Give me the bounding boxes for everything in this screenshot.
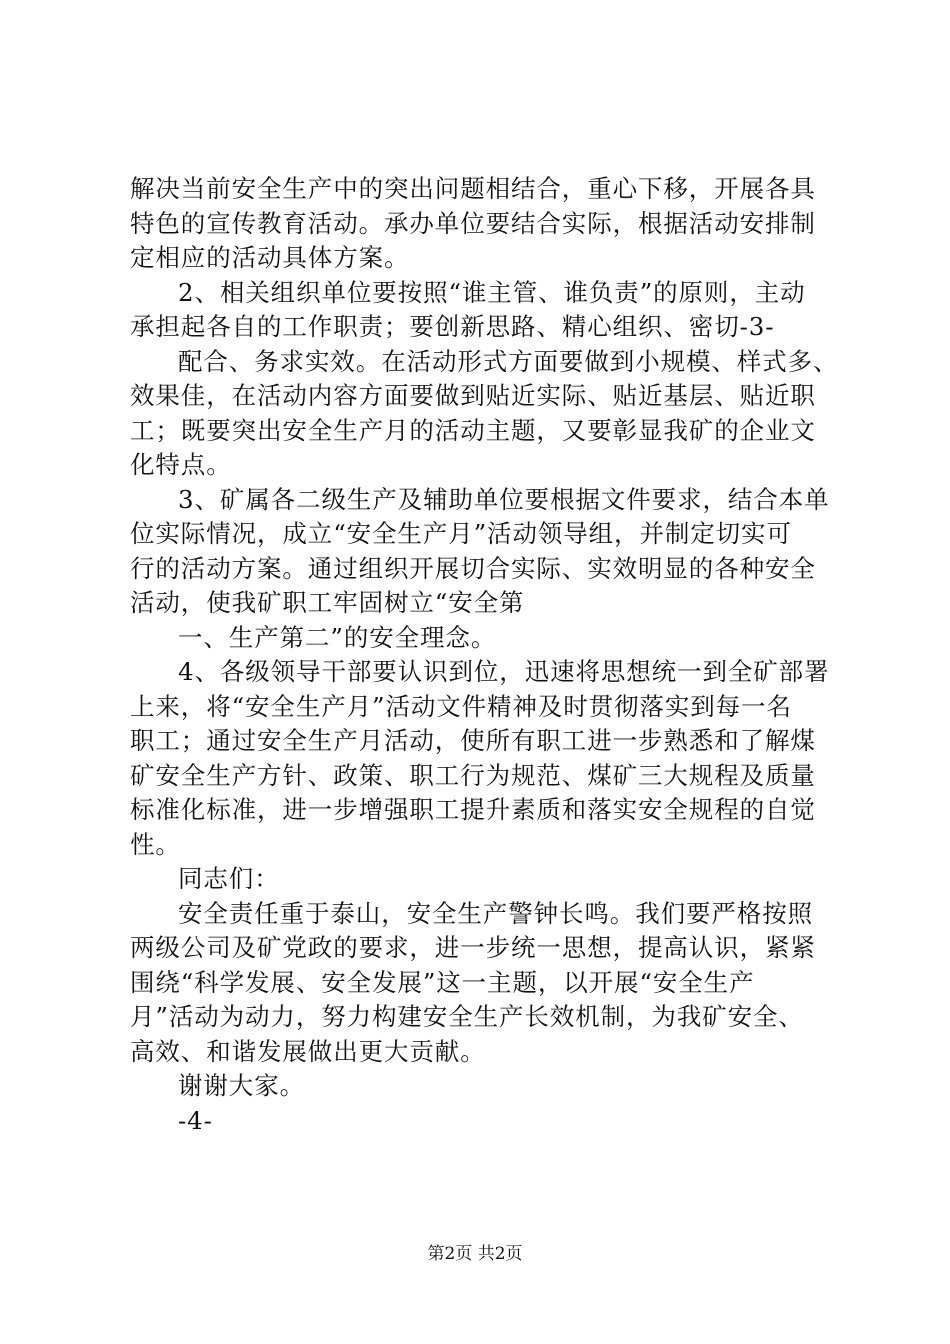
text-line: 4、各级领导干部要认识到位，迅速将思想统一到全矿部署 — [178, 657, 830, 686]
text-line: 配合、务求实效。在活动形式方面要做到小规模、样式多、 — [178, 346, 839, 376]
text-line: 特色的宣传教育活动。承办单位要结合实际，根据活动安排制 — [130, 208, 816, 238]
text-line: 效果佳，在活动内容方面要做到贴近实际、贴近基层、贴近职 — [130, 381, 816, 410]
text-line: 同志们： — [178, 864, 280, 893]
text-line: 上来，将“安全生产月”活动文件精神及时贯彻落实到每一名 — [130, 691, 792, 721]
text-line: 高效、和谐发展做出更大贡献。 — [130, 1036, 486, 1066]
text-line: 矿安全生产方针、政策、职工行为规范、煤矿三大规程及质量 — [130, 760, 816, 790]
text-line: 位实际情况，成立“安全生产月”活动领导组，并制定切实可 — [130, 519, 792, 548]
text-line: 标准化标准，进一步增强职工提升素质和落实安全规程的自觉 — [130, 795, 816, 824]
text-line: 活动，使我矿职工牢固树立“安全第 — [130, 588, 525, 617]
text-line: 月”活动为动力，努力构建安全生产长效机制，为我矿安全、 — [130, 1002, 804, 1031]
text-line: 谢谢大家。 — [178, 1071, 305, 1100]
text-line: 工；既要突出安全生产月的活动主题，又要彰显我矿的企业文 — [130, 415, 816, 445]
text-line: 一、生产第二”的安全理念。 — [178, 622, 497, 652]
text-line: 解决当前安全生产中的突出问题相结合，重心下移，开展各具 — [130, 174, 816, 203]
text-line: 承担起各自的工作职责；要创新思路、精心组织、密切-3- — [130, 312, 775, 341]
text-line: 行的活动方案。通过组织开展切合实际、实效明显的各种安全 — [130, 553, 816, 583]
text-line: 2、相关组织单位要按照“谁主管、谁负责”的原则，主动 — [178, 277, 806, 307]
text-line: 化特点。 — [130, 450, 232, 479]
text-line: 围绕“科学发展、安全发展”这一主题，以开展“安全生产 — [130, 967, 755, 997]
text-line: 安全责任重于泰山，安全生产警钟长鸣。我们要严格按照 — [178, 898, 813, 928]
text-line: 3、矿属各二级生产及辅助单位要根据文件要求，结合本单 — [178, 484, 830, 514]
text-line: 定相应的活动具体方案。 — [130, 243, 410, 272]
text-line: 两级公司及矿党政的要求，进一步统一思想，提高认识，紧紧 — [130, 933, 816, 962]
text-line: 性。 — [130, 829, 181, 859]
document-body — [130, 172, 850, 1138]
page-footer: 第2页 共2页 — [427, 1244, 523, 1264]
text-line: -4- — [178, 1105, 213, 1135]
text-line: 职工；通过安全生产月活动，使所有职工进一步熟悉和了解煤 — [130, 726, 816, 755]
